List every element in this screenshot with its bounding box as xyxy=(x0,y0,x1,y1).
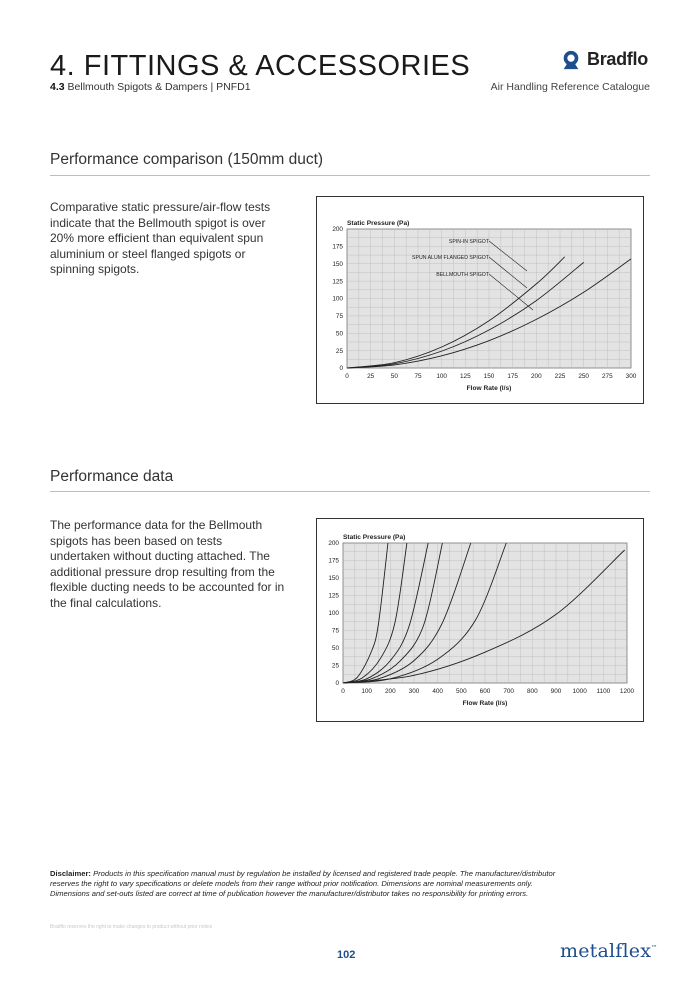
x-tick-label: 1100 xyxy=(596,688,611,695)
y-tick-label: 125 xyxy=(328,592,339,600)
performance-chart xyxy=(316,518,644,722)
chart-title: Static Pressure (Pa) xyxy=(343,534,406,541)
comparison-body: Comparative static pressure/air-flow tests indicate that the Bellmouth spigot is over 20% more efficient than equivalent spun aluminium or steel flanged spigots or spinning spigots. xyxy=(50,200,271,276)
y-tick-label: 200 xyxy=(332,226,343,234)
x-tick-label: 900 xyxy=(550,688,562,695)
x-tick-label: 100 xyxy=(361,688,373,695)
disclaimer-text: Products in this specification manual must by regulation be installed by licensed and registered trade people. The manufacturer/distributor reserves the right to vary specifications or delete models from their range without prior notification. Dimensions are nominal measurements only. Dimensions and set-outs listed are correct at time of publication however the manufacturer/distributor takes no responsibility for printing errors. xyxy=(50,869,556,898)
performance-body: The performance data for the Bellmouth spigots has been based on tests undertaken without ducting attached. The additional pressure drop resulting from the flexible ducting needs to be accounted for in the final calculations. xyxy=(50,518,285,610)
performance-heading: Performance data xyxy=(50,468,174,485)
y-tick-label: 100 xyxy=(332,295,343,303)
bradflo-logo-icon xyxy=(560,49,582,71)
x-tick-label: 200 xyxy=(384,688,396,695)
series-annotation: SPIN-IN SPIGOT xyxy=(448,239,489,245)
y-tick-label: 150 xyxy=(328,575,339,583)
x-axis-label: Flow Rate (l/s) xyxy=(462,700,508,707)
y-tick-label: 25 xyxy=(335,347,343,355)
y-tick-label: 75 xyxy=(335,313,343,321)
trademark-mark: ™ xyxy=(651,944,658,952)
brand-name: Bradflo xyxy=(587,49,648,69)
x-tick-label: 1200 xyxy=(619,688,635,695)
series-annotation: SPUN ALUM FLANGED SPIGOT xyxy=(412,255,489,261)
y-tick-label: 100 xyxy=(328,610,339,618)
x-tick-label: 500 xyxy=(455,688,467,695)
x-tick-label: 0 xyxy=(341,688,345,695)
x-tick-label: 700 xyxy=(503,688,515,695)
x-tick-label: 125 xyxy=(459,373,471,380)
x-tick-label: 150 xyxy=(483,373,495,380)
x-tick-label: 600 xyxy=(479,688,491,695)
x-tick-label: 75 xyxy=(414,373,422,380)
y-tick-label: 75 xyxy=(331,627,339,635)
x-tick-label: 300 xyxy=(408,688,420,695)
series-annotation: BELLMOUTH SPIGOT xyxy=(436,272,489,278)
x-tick-label: 250 xyxy=(578,373,590,380)
x-tick-label: 225 xyxy=(554,373,566,380)
y-tick-label: 50 xyxy=(331,645,339,653)
comparison-heading: Performance comparison (150mm duct) xyxy=(50,151,324,168)
x-tick-label: 175 xyxy=(507,373,519,380)
y-tick-label: 0 xyxy=(339,365,343,373)
y-tick-label: 125 xyxy=(332,278,343,286)
performance-chart-svg xyxy=(317,519,643,721)
x-tick-label: 400 xyxy=(432,688,444,695)
x-tick-label: 50 xyxy=(390,373,398,380)
x-axis-label: Flow Rate (l/s) xyxy=(466,385,512,392)
y-tick-label: 175 xyxy=(332,243,343,251)
x-tick-label: 300 xyxy=(625,373,637,380)
y-tick-label: 0 xyxy=(335,680,339,688)
y-tick-label: 150 xyxy=(332,260,343,268)
comparison-chart-svg xyxy=(317,197,643,403)
x-tick-label: 800 xyxy=(526,688,538,695)
small-note: Bradflo reserves the right to make changes to product without prior notice xyxy=(50,924,213,930)
section-name: Bellmouth Spigots & Dampers | PNFD1 xyxy=(67,81,251,93)
comparison-chart xyxy=(316,196,644,404)
x-tick-label: 200 xyxy=(530,373,542,380)
disclaimer-label: Disclaimer: xyxy=(50,869,91,878)
x-tick-label: 1000 xyxy=(572,688,587,695)
x-tick-label: 0 xyxy=(345,373,349,380)
page-number: 102 xyxy=(337,949,356,961)
divider xyxy=(50,491,650,492)
x-tick-label: 25 xyxy=(367,373,375,380)
metalflex-brand: metalflex xyxy=(560,940,652,962)
x-tick-label: 275 xyxy=(601,373,613,380)
x-tick-label: 100 xyxy=(436,373,448,380)
chart-title: Static Pressure (Pa) xyxy=(347,220,410,227)
disclaimer xyxy=(50,869,570,899)
page-title: 4. FITTINGS & ACCESSORIES xyxy=(50,50,471,82)
y-tick-label: 200 xyxy=(328,540,339,548)
metalflex-logo xyxy=(560,940,657,962)
catalogue-title: Air Handling Reference Catalogue xyxy=(490,81,650,93)
y-tick-label: 25 xyxy=(331,662,339,670)
y-tick-label: 175 xyxy=(328,557,339,565)
divider xyxy=(50,175,650,176)
section-subtitle xyxy=(50,81,251,93)
y-tick-label: 50 xyxy=(335,330,343,338)
section-number: 4.3 xyxy=(50,81,65,93)
